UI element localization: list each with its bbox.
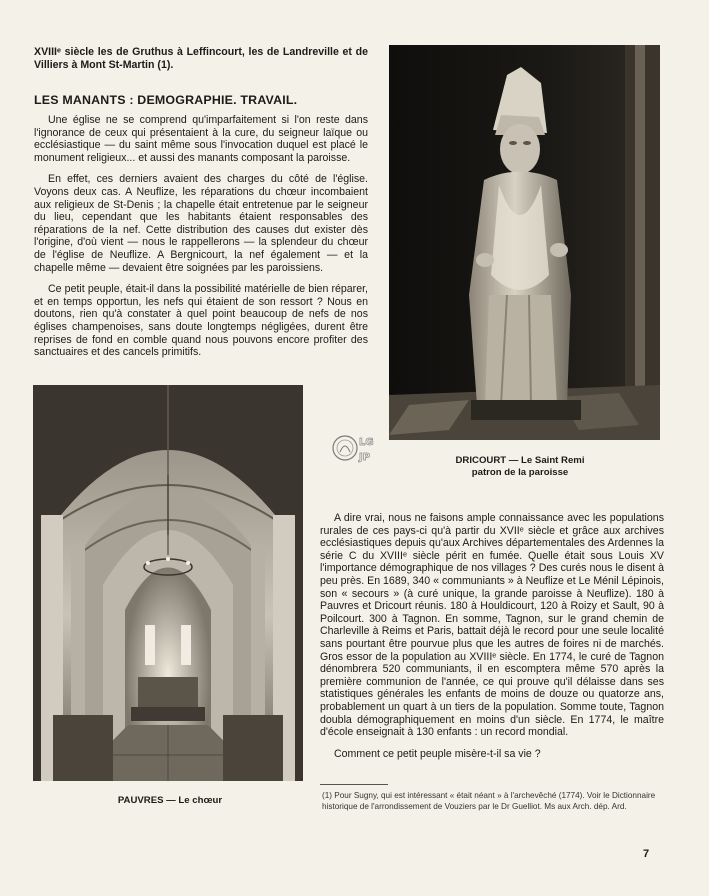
- photo-choir: [33, 385, 303, 781]
- right-column: [320, 512, 664, 769]
- paragraph: Comment ce petit peuple misère-t-il sa vie ?: [334, 747, 541, 760]
- paragraph: Une église ne se comprend qu'imparfaitement si l'on reste dans l'ignorance de ceux qui présentaient à la cure, du seigneur laïque ou ecclésiastique — du saint même sous l'invocation duquel est placé le monument religieux... et aussi des manants composant la paroisse.: [34, 114, 368, 164]
- stamp-letters-bottom: JP: [359, 452, 371, 463]
- section-heading: LES MANANTS : DEMOGRAPHIE. TRAVAIL.: [34, 93, 298, 107]
- stamp-letters-top: LG: [359, 437, 374, 448]
- footnote: (1) Pour Sugny, qui est intéressant « était néant » à l'archevêché (1774). Voir le Dictionnaire historique de l'arrondissement de Vouziers par le Dr Guelliot. Ms aux Arch. dép. Ard.: [322, 791, 656, 811]
- caption-line: DRICOURT — Le Saint Remi: [455, 455, 585, 466]
- caption-line: patron de la paroisse: [471, 467, 569, 478]
- intro-paragraph: XVIIIᵉ siècle les de Gruthus à Leffincourt, les de Landreville et de Villiers à Mont St-Martin (1).: [34, 46, 368, 71]
- page-number: 7: [643, 848, 650, 860]
- footnote-divider: [320, 784, 388, 785]
- paragraph: A dire vrai, nous ne faisons ample connaissance avec les populations rurales de ces pays-ci qu'à partir du XVIIᵉ siècle et grâce aux archives ecclésiastiques depuis qu'aux Archives départementales des Ardennes la série C du XVIIIᵉ siècle périt en fumée. Quelle était sous Louis XV l'importance démographique de nos villages ? Des curés nous le disent à peu près. En 1689, 340 « communiants » à Neuflize et Le Ménil Lépinois, son « secours » (à curé unique, la grande paroisse à Neuflize). 180 à Pauvres et Dricourt réunis. 180 à Houldicourt, 120 à Roizy et Sault, 90 à Poilcourt. 300 à Tagnon. En somme, Tagnon, sur le grand chemin de Charleville à Reims et Paris, battait déjà le record pour une seule localité sans pourtant être pourvue plus que les autres de foires ni de marchés. Gros essor de la population au XVIIIᵉ siècle. En 1774, le curé de Tagnon dénombrera 520 communiants, il en escomptera même 570 après la première communion de l'année, ce qui prouve qu'il délaisse dans ses statistiques générales les enfants de moins de douze ou quatorze ans, probablement un quart à un tiers de la population. Somme toute, Tagnon doubla démographiquement en moins d'un siècle. En 1774, le maître d'école enseignait à 130 enfants : un record mondial.: [320, 512, 664, 739]
- library-stamp: [331, 430, 377, 466]
- photo-saint-remi: [389, 45, 660, 440]
- caption-saint-remi: [430, 455, 610, 479]
- caption-choir: PAUVRES — Le chœur: [117, 795, 223, 806]
- left-column: [34, 114, 368, 368]
- stamp-logo-icon: [331, 430, 377, 466]
- paragraph: Ce petit peuple, était-il dans la possibilité matérielle de bien réparer, et en temps opportun, les nefs qui étaient de son ressort ? Nous en doutons, rien qu'à constater à quel point beaucoup de nefs de nos églises champenoises, sans doute longtemps négligées, durent être reprises de fond en comble quand nous pouvons encore profiter des sanctuaires et des cancels primitifs.: [34, 283, 368, 359]
- paragraph: En effet, ces derniers avaient des charges du côté de l'église. Voyons deux cas. A Neuflize, les réparations du chœur incombaient aux religieux de St-Denis ; la chapelle était entretenue par le seigneur du lieu, cependant que les habitants étaient responsables des réparations de la nef. Cette distribution des causes dut exister dès l'origine, d'où vient — nous le rappellerons — la splendeur du chœur de l'église de Neuflize. A Bergnicourt, la nef également — et la chapelle même — devaient être soignées par les paroissiens.: [34, 173, 368, 274]
- church-choir-image: [33, 385, 303, 781]
- saint-remi-statue-image: [389, 45, 660, 440]
